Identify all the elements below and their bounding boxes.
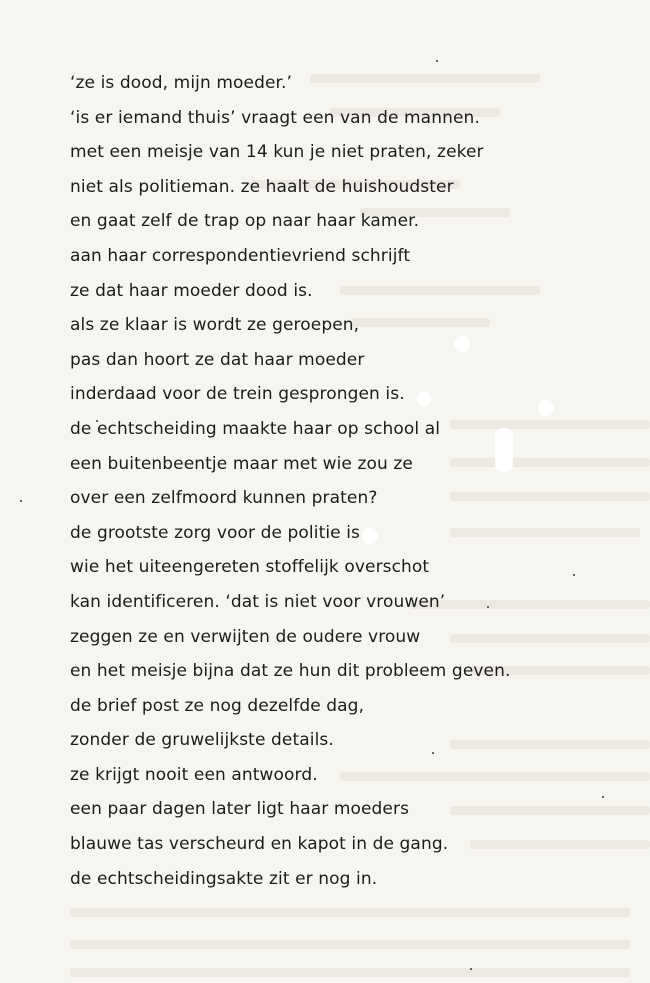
dust-speck [436,60,438,62]
dust-speck [470,968,472,970]
poem-line: ze dat haar moeder dood is. [70,280,313,301]
poem-line: en het meisje bijna dat ze hun dit probleem geven. [70,661,511,682]
poem-line: blauwe tas verscheurd en kapot in de gang. [70,834,449,855]
poem-line: wie het uiteengereten stoffelijk overschot [70,557,430,578]
poem-line: de grootste zorg voor de politie is [70,522,361,543]
poem-line: kan identificeren. ‘dat is niet voor vrouwen’ [70,591,446,612]
poem-line: de echtscheidingsakte zit er nog in. [70,868,378,889]
poem-line: een buitenbeentje maar met wie zou ze [70,453,413,474]
poem-line: de brief post ze nog dezelfde dag, [70,695,365,716]
poem-line: over een zelfmoord kunnen praten? [70,488,378,509]
poem-line: aan haar correspondentievriend schrijft [70,245,411,266]
dust-speck [20,500,22,502]
poem-line: en gaat zelf de trap op naar haar kamer. [70,211,420,232]
poem-line: ‘ze is dood, mijn moeder.’ [70,73,293,93]
poem-line: zeggen ze en verwijten de oudere vrouw [70,626,421,647]
poem-line: pas dan hoort ze dat haar moeder [70,349,365,370]
poem-line: ‘is er iemand thuis’ vraagt een van de mannen. [70,107,480,128]
poem-line: niet als politieman. ze haalt de huishoudster [70,176,454,197]
poem-line: een paar dagen later ligt haar moeders [70,799,410,820]
poem-line: met een meisje van 14 kun je niet praten, zeker [70,142,484,163]
poem-line: inderdaad voor de trein gesprongen is. [70,384,405,405]
poem-line: de echtscheiding maakte haar op school al [70,418,441,439]
poem-line: zonder de gruwelijkste details. [70,730,334,751]
poem-line: als ze klaar is wordt ze geroepen, [70,315,360,336]
poem-line: ze krijgt nooit een antwoord. [70,764,318,785]
poem-text [70,66,630,896]
